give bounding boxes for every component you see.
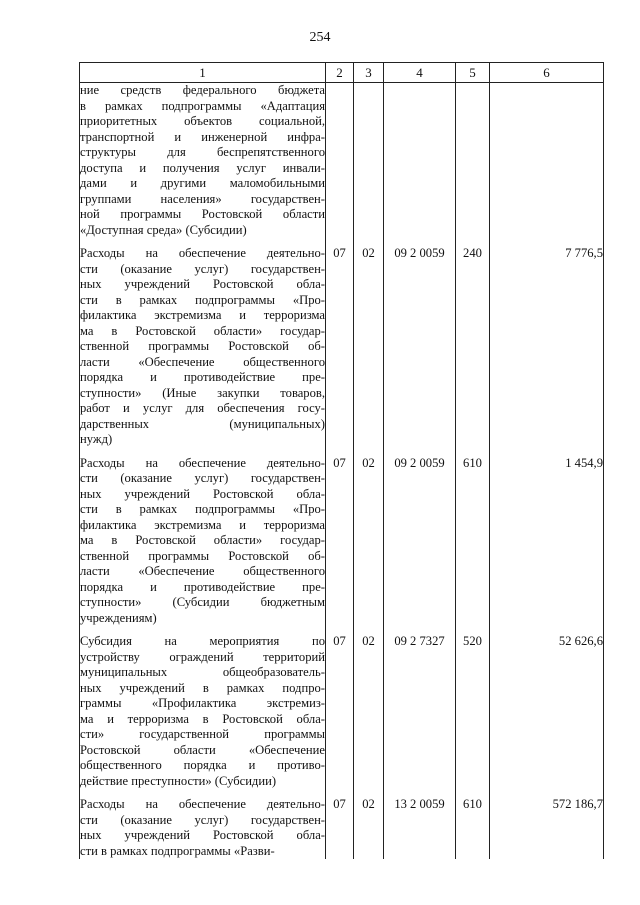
subsection-code: 02 <box>354 626 384 789</box>
description-line: ние средств федерального бюджета <box>80 83 325 97</box>
description-line: действие преступности» (Субсидии) <box>80 773 277 788</box>
subsection-code: 02 <box>354 238 384 448</box>
amount-value: 7 776,5 <box>490 238 604 448</box>
description-line: в рамках подпрограммы «Адаптация <box>80 98 325 113</box>
description-line: общественного порядка и противо- <box>80 758 325 772</box>
description-line: дами и другими маломобильными <box>80 176 325 190</box>
description-line: Расходы на обеспечение деятельно- <box>80 455 325 470</box>
description-line: ма и терроризма в Ростовской обла- <box>80 711 325 726</box>
description-line: ной программы Ростовской области <box>80 207 325 221</box>
description-line: «Доступная среда» (Субсидии) <box>80 222 247 237</box>
description-line: устройству ограждений территорий <box>80 649 325 664</box>
section-code: 07 <box>326 238 354 448</box>
section-code: 07 <box>326 626 354 789</box>
target-article-code <box>384 83 456 239</box>
column-header-3: 3 <box>354 63 384 83</box>
description-line: сти (оказание услуг) государствен- <box>80 261 325 276</box>
description-line: ственной программы Ростовской об- <box>80 548 325 563</box>
description-line: сти в рамках подпрограммы «Про- <box>80 292 325 307</box>
row-description <box>80 448 326 627</box>
description-line: граммы «Профилактика экстремиз- <box>80 696 325 710</box>
description-line: ма в Ростовской области» государ- <box>80 533 325 547</box>
amount-value: 1 454,9 <box>490 448 604 627</box>
description-line: ма в Ростовской области» государ- <box>80 323 325 338</box>
description-line: филактика экстремизма и терроризма <box>80 517 325 532</box>
description-line: работ и услуг для обеспечения госу- <box>80 401 325 415</box>
table-row <box>80 448 604 627</box>
description-line: нужд) <box>80 432 113 446</box>
column-header-5: 5 <box>456 63 490 83</box>
column-header-1: 1 <box>80 63 326 83</box>
description-line: ных учреждений Ростовской обла- <box>80 828 325 842</box>
amount-value: 572 186,7 <box>490 789 604 859</box>
page-number: 254 <box>309 30 331 45</box>
description-line: ласти «Обеспечение общественного <box>80 354 325 369</box>
column-header-2: 2 <box>326 63 354 83</box>
table-header-row <box>80 63 604 83</box>
description-line: доступа и получения услуг инвали- <box>80 160 325 175</box>
description-line: сти (оказание услуг) государствен- <box>80 471 325 485</box>
description-line: дарственных (муниципальных) <box>80 416 325 431</box>
row-description <box>80 626 326 789</box>
row-description <box>80 83 326 239</box>
amount-value: 52 626,6 <box>490 626 604 789</box>
description-line: учреждениям) <box>80 610 157 625</box>
description-line: приоритетных объектов социальной, <box>80 114 325 128</box>
expense-type-code: 240 <box>456 238 490 448</box>
row-description <box>80 789 326 859</box>
description-line: структуры для беспрепятственного <box>80 145 325 159</box>
description-line: группами населения» государствен- <box>80 191 325 206</box>
description-line: ственной программы Ростовской об- <box>80 339 325 353</box>
section-code <box>326 83 354 239</box>
description-line: порядка и противодействие пре- <box>80 579 325 594</box>
table-row <box>80 789 604 859</box>
target-article-code: 09 2 7327 <box>384 626 456 789</box>
description-line: сти в рамках подпрограммы «Про- <box>80 502 325 516</box>
table-row <box>80 83 604 239</box>
description-line: порядка и противодействие пре- <box>80 370 325 384</box>
description-line: транспортной и инженерной инфра- <box>80 129 325 144</box>
description-line: Расходы на обеспечение деятельно- <box>80 797 325 811</box>
description-line: сти» государственной программы <box>80 727 325 741</box>
description-line: Расходы на обеспечение деятельно- <box>80 246 325 260</box>
description-line: ных учреждений Ростовской обла- <box>80 277 325 291</box>
expense-type-code: 610 <box>456 789 490 859</box>
table-row <box>80 238 604 448</box>
description-line: ласти «Обеспечение общественного <box>80 564 325 578</box>
column-header-4: 4 <box>384 63 456 83</box>
column-header-6: 6 <box>490 63 604 83</box>
subsection-code: 02 <box>354 789 384 859</box>
description-line: муниципальных общеобразователь- <box>80 665 325 679</box>
description-line: филактика экстремизма и терроризма <box>80 308 325 322</box>
description-line: сти в рамках подпрограммы «Разви- <box>80 843 275 858</box>
description-line: ных учреждений Ростовской обла- <box>80 486 325 501</box>
description-line: ных учреждений в рамках подпро- <box>80 680 325 695</box>
description-line: Ростовской области «Обеспечение <box>80 742 325 757</box>
subsection-code <box>354 83 384 239</box>
table-row <box>80 626 604 789</box>
amount-value <box>490 83 604 239</box>
expense-type-code: 610 <box>456 448 490 627</box>
description-line: Субсидия на мероприятия по <box>80 634 325 648</box>
target-article-code: 09 2 0059 <box>384 448 456 627</box>
target-article-code: 09 2 0059 <box>384 238 456 448</box>
description-line: сти (оказание услуг) государствен- <box>80 812 325 827</box>
budget-table <box>79 62 604 859</box>
description-line: ступности» (Субсидии бюджетным <box>80 595 325 609</box>
expense-type-code <box>456 83 490 239</box>
row-description <box>80 238 326 448</box>
target-article-code: 13 2 0059 <box>384 789 456 859</box>
expense-type-code: 520 <box>456 626 490 789</box>
subsection-code: 02 <box>354 448 384 627</box>
section-code: 07 <box>326 448 354 627</box>
description-line: ступности» (Иные закупки товаров, <box>80 385 325 400</box>
section-code: 07 <box>326 789 354 859</box>
